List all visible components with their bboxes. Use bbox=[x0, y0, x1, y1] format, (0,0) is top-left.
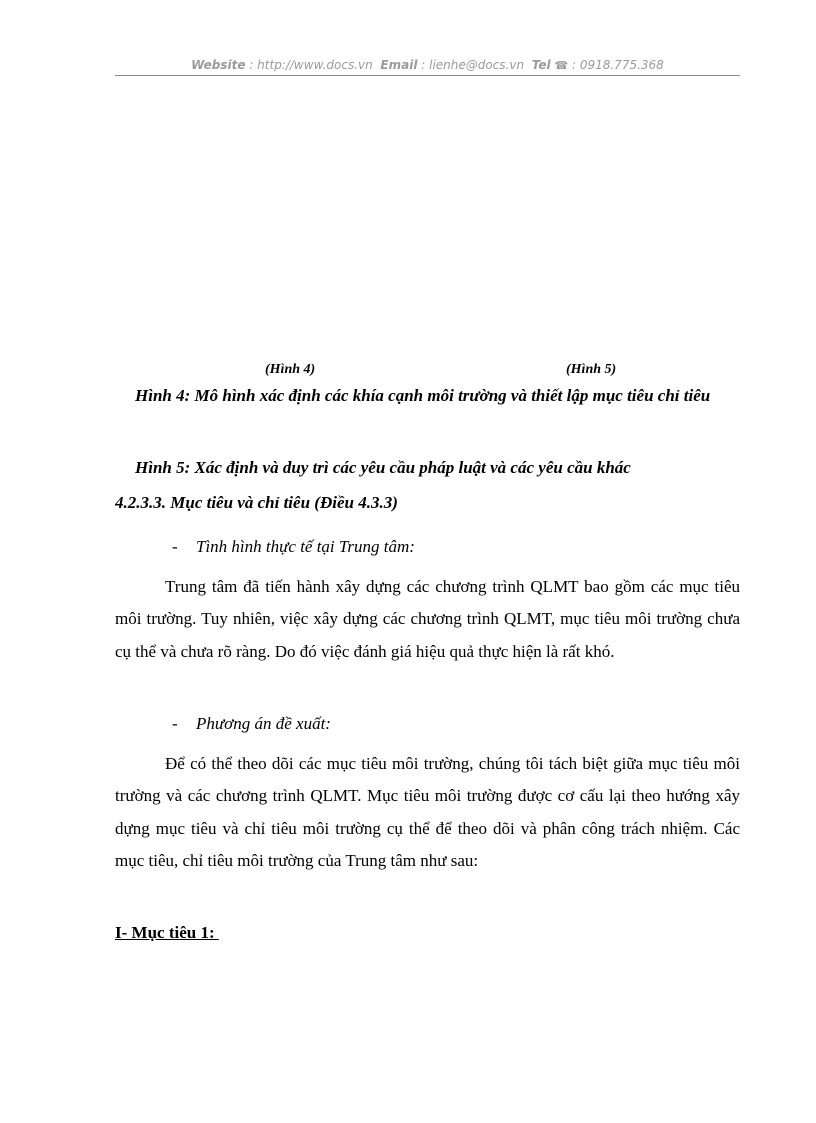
figure-4-caption: (Hình 4) bbox=[265, 362, 316, 377]
figure-5-caption: (Hình 5) bbox=[566, 362, 617, 377]
tel-label: Tel bbox=[531, 58, 551, 72]
paragraph-proposal: Để có thể theo dõi các mục tiêu môi trường, chúng tôi tách biệt giữa mục tiêu môi trường và các chương trình QLMT. Mục tiêu môi trường được cơ cấu lại theo hướng xây dựng mục tiêu và chỉ tiêu môi trường cụ thể để theo dõi và phân công trách nhiệm. Các mục tiêu, chỉ tiêu môi trường của Trung tâm như sau: bbox=[115, 754, 740, 871]
goal-1-heading: I- Mục tiêu 1: bbox=[115, 923, 219, 942]
bullet-dash: - bbox=[172, 537, 178, 556]
figure-4-title: Hình 4: Mô hình xác định các khía cạnh môi trường và thiết lập mục tiêu chỉ tiêu bbox=[135, 386, 711, 405]
email-link[interactable]: lienhe@docs.vn bbox=[429, 58, 525, 72]
email-label: Email bbox=[380, 58, 418, 72]
paragraph-current-situation: Trung tâm đã tiến hành xây dựng các chương trình QLMT bao gồm các mục tiêu môi trường. Tuy nhiên, việc xây dựng các chương trình QLMT, mục tiêu môi trường chưa cụ thể và chưa rõ ràng. Do đó việc đánh giá hiệu quả thực hiện là rất khó. bbox=[115, 577, 740, 661]
bullet-dash: - bbox=[172, 714, 178, 733]
figure-5-title: Hình 5: Xác định và duy trì các yêu cầu pháp luật và các yêu cầu khác bbox=[135, 458, 631, 477]
website-label: Website bbox=[191, 58, 246, 72]
page-header: Website : http://www.docs.vn Email : lienhe@docs.vn Tel ☎ : 0918.775.368 bbox=[115, 56, 740, 76]
website-link[interactable]: http://www.docs.vn bbox=[257, 58, 373, 72]
bullet-current-situation: - Tình hình thực tế tại Trung tâm: bbox=[172, 537, 415, 556]
bullet-proposal: - Phương án đề xuất: bbox=[172, 714, 331, 733]
tel-number: 0918.775.368 bbox=[579, 58, 664, 72]
phone-icon: ☎ bbox=[554, 59, 569, 72]
section-heading: 4.2.3.3. Mục tiêu và chỉ tiêu (Điều 4.3.3) bbox=[115, 493, 398, 512]
